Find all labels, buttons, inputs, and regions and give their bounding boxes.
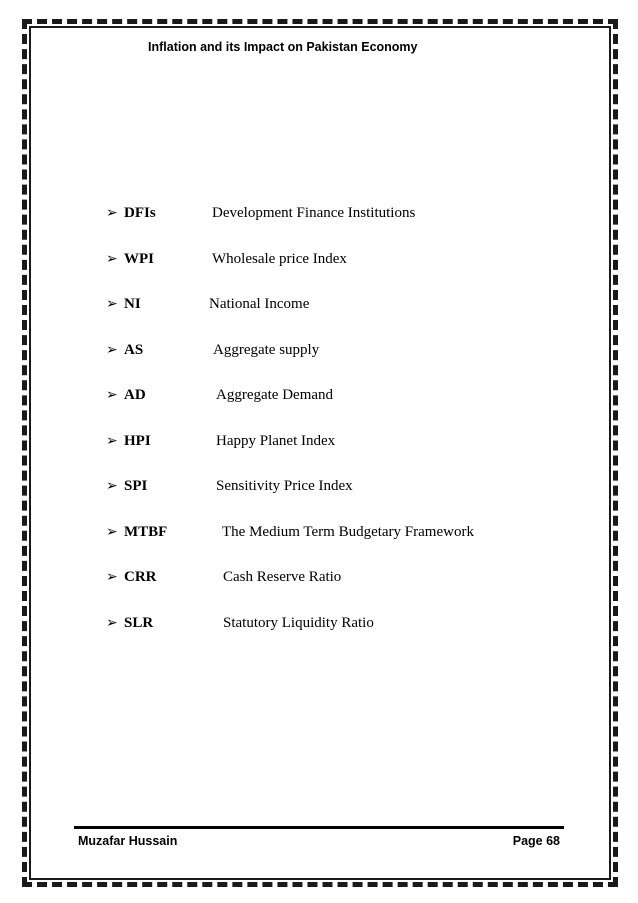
abbreviation-term: AS xyxy=(124,341,144,358)
arrowhead-bullet-icon: ➢ xyxy=(106,478,118,494)
arrowhead-bullet-icon: ➢ xyxy=(106,250,118,267)
abbreviation-term: DFIs xyxy=(124,205,156,221)
abbreviation-meaning: Cash Reserve Ratio xyxy=(223,569,342,585)
arrowhead-bullet-icon: ➢ xyxy=(106,205,118,221)
abbreviation-meaning: Sensitivity Price Index xyxy=(216,478,353,494)
arrowhead-bullet-icon: ➢ xyxy=(106,614,118,631)
abbreviation-term: NI xyxy=(124,296,141,312)
abbreviation-meaning: National Income xyxy=(209,296,310,312)
abbreviation-meaning: Happy Planet Index xyxy=(216,432,336,449)
arrowhead-bullet-icon: ➢ xyxy=(106,432,118,449)
abbreviation-term: WPI xyxy=(124,250,154,267)
abbreviation-term: HPI xyxy=(124,432,151,449)
abbreviation-term: SLR xyxy=(124,614,154,631)
abbreviation-term: CRR xyxy=(124,569,157,585)
abbreviation-meaning: Statutory Liquidity Ratio xyxy=(223,614,374,631)
arrowhead-bullet-icon: ➢ xyxy=(106,341,118,358)
abbreviation-meaning: The Medium Term Budgetary Framework xyxy=(222,523,474,540)
abbreviation-meaning: Wholesale price Index xyxy=(212,250,347,267)
footer-author: Muzafar Hussain xyxy=(78,834,178,848)
arrowhead-bullet-icon: ➢ xyxy=(106,569,118,585)
page-header-title: Inflation and its Impact on Pakistan Economy xyxy=(148,40,418,54)
abbreviation-term: SPI xyxy=(124,478,148,494)
abbreviation-term: AD xyxy=(124,387,146,403)
footer-page-number: Page 68 xyxy=(512,834,560,848)
abbreviation-meaning: Development Finance Institutions xyxy=(212,205,416,221)
abbreviation-meaning: Aggregate supply xyxy=(213,341,320,358)
arrowhead-bullet-icon: ➢ xyxy=(106,296,118,312)
footer-divider xyxy=(74,826,564,829)
arrowhead-bullet-icon: ➢ xyxy=(106,523,118,540)
abbreviation-meaning: Aggregate Demand xyxy=(216,387,334,403)
abbreviation-term: MTBF xyxy=(124,523,168,540)
page-border xyxy=(22,19,618,887)
arrowhead-bullet-icon: ➢ xyxy=(106,387,118,403)
